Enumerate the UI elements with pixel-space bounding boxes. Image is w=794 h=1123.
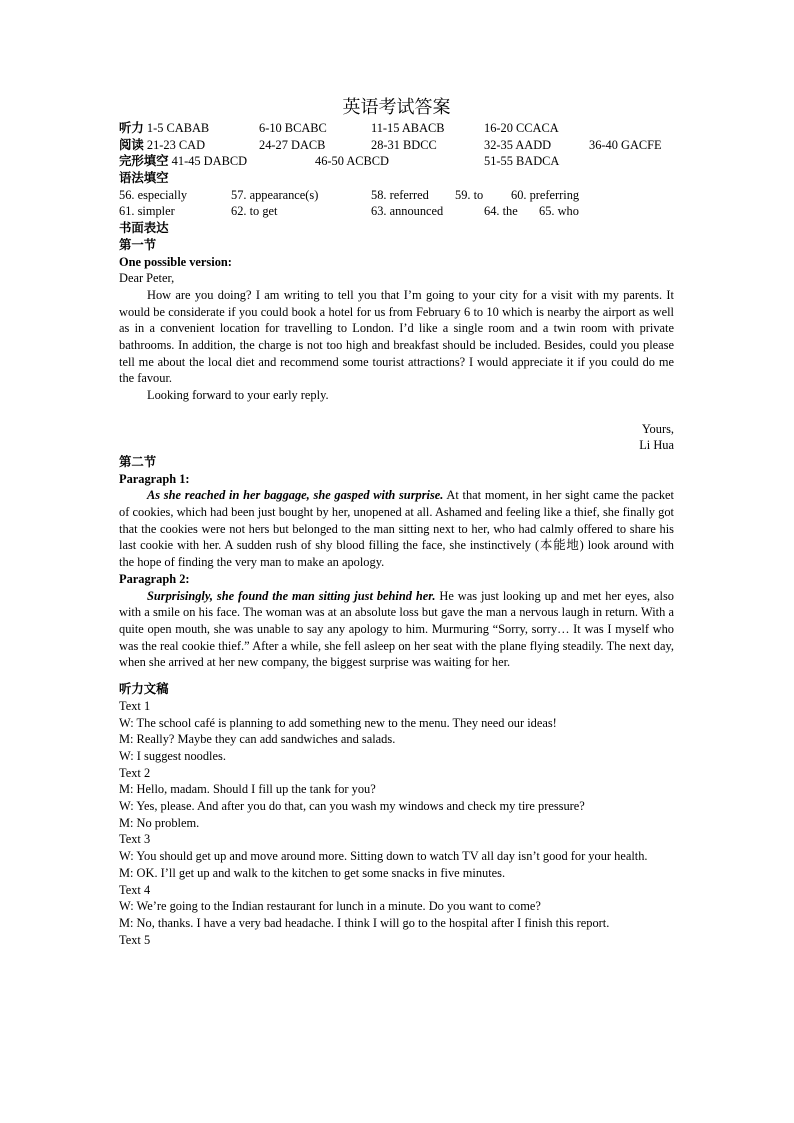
cloze-answers-line — [119, 153, 247, 170]
grammar-answer-59: 59. to — [455, 187, 484, 202]
transcript-line: W: I suggest noodles. — [119, 748, 226, 763]
letter-closing-paragraph: Looking forward to your early reply. — [147, 388, 329, 403]
listening-answers-row — [119, 120, 674, 137]
page-title: 英语考试答案 — [342, 97, 451, 118]
transcript-line: M: Really? Maybe they can add sandwiches and salads. — [119, 732, 396, 747]
reading-answers-line — [119, 137, 205, 154]
transcript-line: M: No, thanks. I have a very bad headache. I think I will go to the hospital after I finish this report. — [119, 915, 610, 930]
listening-answers-line — [119, 120, 209, 137]
transcript-line: Text 1 — [119, 698, 151, 713]
letter-closing: Yours, — [641, 421, 674, 436]
reading-answer-5: 36-40 GACFE — [589, 137, 662, 152]
letter-signature: Li Hua — [639, 438, 674, 453]
paragraph-1-text: At that moment, in her sight came the packet of cookies, which had been just bought by her, unopened at all. Ashamed and feeling like a thief, she finally got that the cookies were not hers but belonged to the man sitting next to her, who had calmly offered to share his last cookie with her. A sudden rush of shy blood filling the face, she instinctively (本能地) look around with the hope of finding the very man to make an apology. — [119, 488, 674, 570]
grammar-label: 语法填空 — [119, 170, 169, 186]
cloze-answer-2: 46-50 ACBCD — [315, 154, 390, 169]
grammar-answer-62: 62. to get — [231, 204, 278, 219]
transcript-line: W: The school café is planning to add something new to the menu. They need our ideas! — [119, 715, 557, 730]
grammar-answers-row-1 — [119, 187, 674, 204]
paragraph-1-lead-sentence: As she reached in her baggage, she gasped with surprise. — [147, 488, 444, 503]
transcript-line: Text 5 — [119, 932, 151, 947]
paragraph-1-label: Paragraph 1: — [119, 471, 190, 486]
cloze-answers-row — [119, 153, 674, 170]
letter-greeting: Dear Peter, — [119, 271, 175, 286]
writing-heading: 书面表达 — [119, 220, 169, 236]
paragraph-2-text: He was just looking up and met her eyes, also with a smile on his face. The woman was at an absolute loss but gave the man a nervous laugh in return. With a quite open mouth, she was unable to say any apology to him. Murmuring “Sorry, sorry… It was I myself who was the real cookie thief.” After a while, she fell asleep on her seat with the plane flying steadily. The next day, when she arrived at her new company, the biggest surprise was waiting for her. — [119, 588, 674, 670]
listening-label: 听力 — [119, 120, 144, 135]
grammar-answer-63: 63. announced — [371, 204, 444, 219]
answer-document — [119, 96, 674, 948]
transcript-line: M: OK. I’ll get up and walk to the kitchen to get some snacks in five minutes. — [119, 865, 506, 880]
listening-answer-2: 6-10 BCABC — [259, 121, 327, 135]
cloze-answer-1: 41-45 DABCD — [171, 154, 248, 169]
transcript-body — [119, 698, 674, 949]
grammar-answer-60: 60. preferring — [511, 187, 580, 202]
grammar-answer-61: 61. simpler — [119, 204, 175, 219]
reading-answer-1: 21-23 CAD — [146, 137, 206, 152]
paragraph-2-label: Paragraph 2: — [119, 571, 190, 586]
listening-answer-4: 16-20 CCACA — [484, 121, 559, 135]
grammar-answer-64: 64. the — [484, 204, 518, 219]
grammar-answer-58: 58. referred — [371, 187, 429, 202]
story-paragraph-1 — [119, 487, 674, 571]
listening-answer-1: 1-5 CABAB — [146, 121, 210, 135]
transcript-line: W: Yes, please. And after you do that, can you wash my windows and check my tire pressure? — [119, 799, 585, 814]
grammar-answer-65: 65. who — [539, 204, 579, 219]
grammar-heading-row — [119, 170, 674, 187]
transcript-line: Text 4 — [119, 882, 151, 897]
grammar-answer-56: 56. especially — [119, 187, 188, 202]
reading-answer-3: 28-31 BDCC — [371, 137, 437, 152]
transcript-line: Text 3 — [119, 832, 151, 847]
letter-body-paragraph: How are you doing? I am writing to tell you that I’m going to your city for a visit with my parents. It would be considerate if you could book a hotel for us from February 6 to 10 which is nearby the airport as well as in a convenient location for travelling to London. I’d like a single room and a twin room with private bathrooms. In addition, the charge is not too high and breakfast should be included. Besides, could you please tell me about the local diet and recommend some tourist attractions? I would appreciate it if you could do me the favour. — [119, 287, 674, 386]
version-label: One possible version: — [119, 254, 232, 269]
reading-answers-row — [119, 137, 674, 154]
reading-answer-2: 24-27 DACB — [259, 137, 326, 152]
transcript-line: M: Hello, madam. Should I fill up the tank for you? — [119, 782, 376, 797]
transcript-line: W: We’re going to the Indian restaurant for lunch in a minute. Do you want to come? — [119, 899, 541, 914]
transcript-heading: 听力文稿 — [119, 681, 169, 697]
reading-answer-4: 32-35 AADD — [484, 137, 552, 152]
paragraph-2-lead-sentence: Surprisingly, she found the man sitting just behind her. — [147, 588, 436, 603]
cloze-label: 完形填空 — [119, 153, 169, 169]
cloze-answer-3: 51-55 BADCA — [484, 154, 560, 169]
writing-section-2-heading: 第二节 — [119, 453, 157, 469]
transcript-line: Text 2 — [119, 765, 151, 780]
grammar-answers-row-2 — [119, 203, 674, 220]
reading-label: 阅读 — [119, 136, 144, 152]
listening-answer-3: 11-15 ABACB — [371, 121, 445, 135]
transcript-line: M: No problem. — [119, 815, 200, 830]
grammar-answer-57: 57. appearance(s) — [231, 187, 319, 202]
transcript-line: W: You should get up and move around more. Sitting down to watch TV all day isn’t good for your health. — [119, 849, 648, 864]
writing-section-1-heading: 第一节 — [119, 236, 157, 252]
story-paragraph-2 — [119, 588, 674, 672]
